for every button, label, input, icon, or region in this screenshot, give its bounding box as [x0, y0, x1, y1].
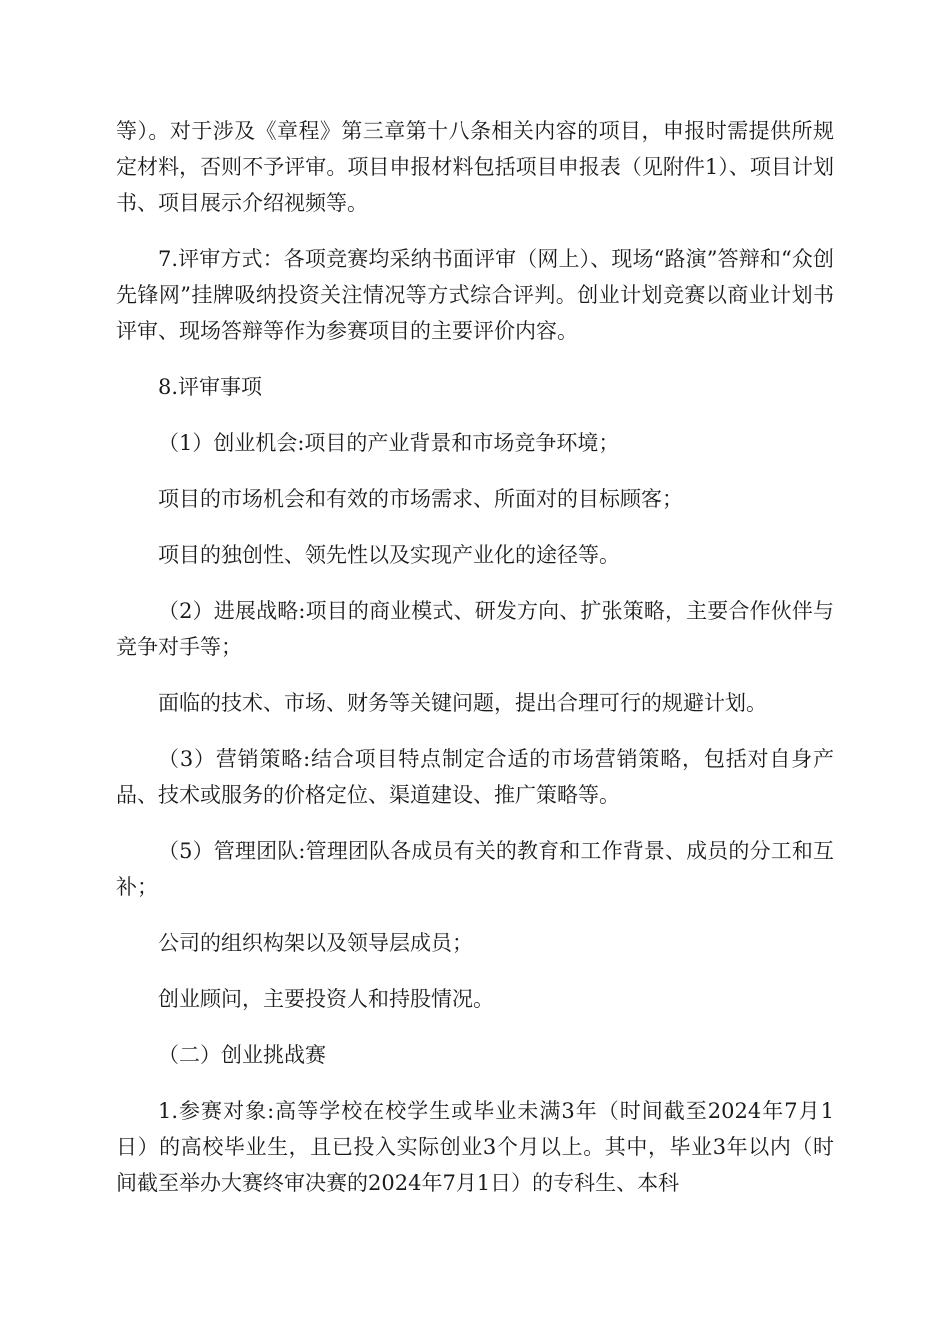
paragraph-materials: 等）。对于涉及《章程》第三章第十八条相关内容的项目，申报时需提供所规定材料，否则不予评审。项目申报材料包括项目申报表（见附件1）、项目计划书、项目展示介绍视频等。	[116, 119, 834, 215]
paragraph-strategy: （2）进展战略:项目的商业模式、研发方向、扩张策略，主要合作伙伴与竞争对手等；	[116, 599, 834, 659]
paragraph-market-opportunity: 项目的市场机会和有效的市场需求、所面对的目标顾客；	[158, 487, 683, 511]
document-body	[116, 113, 834, 1221]
paragraph-team: （5）管理团队:管理团队各成员有关的教育和工作背景、成员的分工和互补；	[116, 839, 834, 899]
paragraph-org-structure: 公司的组织构架以及领导层成员；	[158, 931, 473, 955]
paragraph-opportunity: （1）创业机会:项目的产业背景和市场竞争环境；	[158, 431, 620, 455]
section-heading-challenge: （二）创业挑战赛	[158, 1043, 326, 1067]
paragraph-marketing: （3）营销策略:结合项目特点制定合适的市场营销策略，包括对自身产品、技术或服务的价格定位、渠道建设、推广策略等。	[116, 747, 834, 807]
paragraph-originality: 项目的独创性、领先性以及实现产业化的途径等。	[158, 543, 620, 567]
paragraph-risks: 面临的技术、市场、财务等关键问题，提出合理可行的规避计划。	[158, 691, 767, 715]
paragraph-participants: 1.参赛对象:高等学校在校学生或毕业未满3年（时间截至2024年7月1日）的高校毕业生，且已投入实际创业3个月以上。其中，毕业3年以内（时间截至举办大赛终审决赛的2024年7月1日）的专科生、本科	[116, 1099, 834, 1195]
paragraph-review-items-heading: 8.评审事项	[158, 375, 263, 399]
paragraph-advisors: 创业顾问，主要投资人和持股情况。	[158, 987, 494, 1011]
paragraph-review-method: 7.评审方式：各项竞赛均采纳书面评审（网上）、现场“路演”答辩和“众创先锋网”挂牌吸纳投资关注情况等方式综合评判。创业计划竞赛以商业计划书评审、现场答辩等作为参赛项目的主要评价内容。	[116, 247, 834, 343]
